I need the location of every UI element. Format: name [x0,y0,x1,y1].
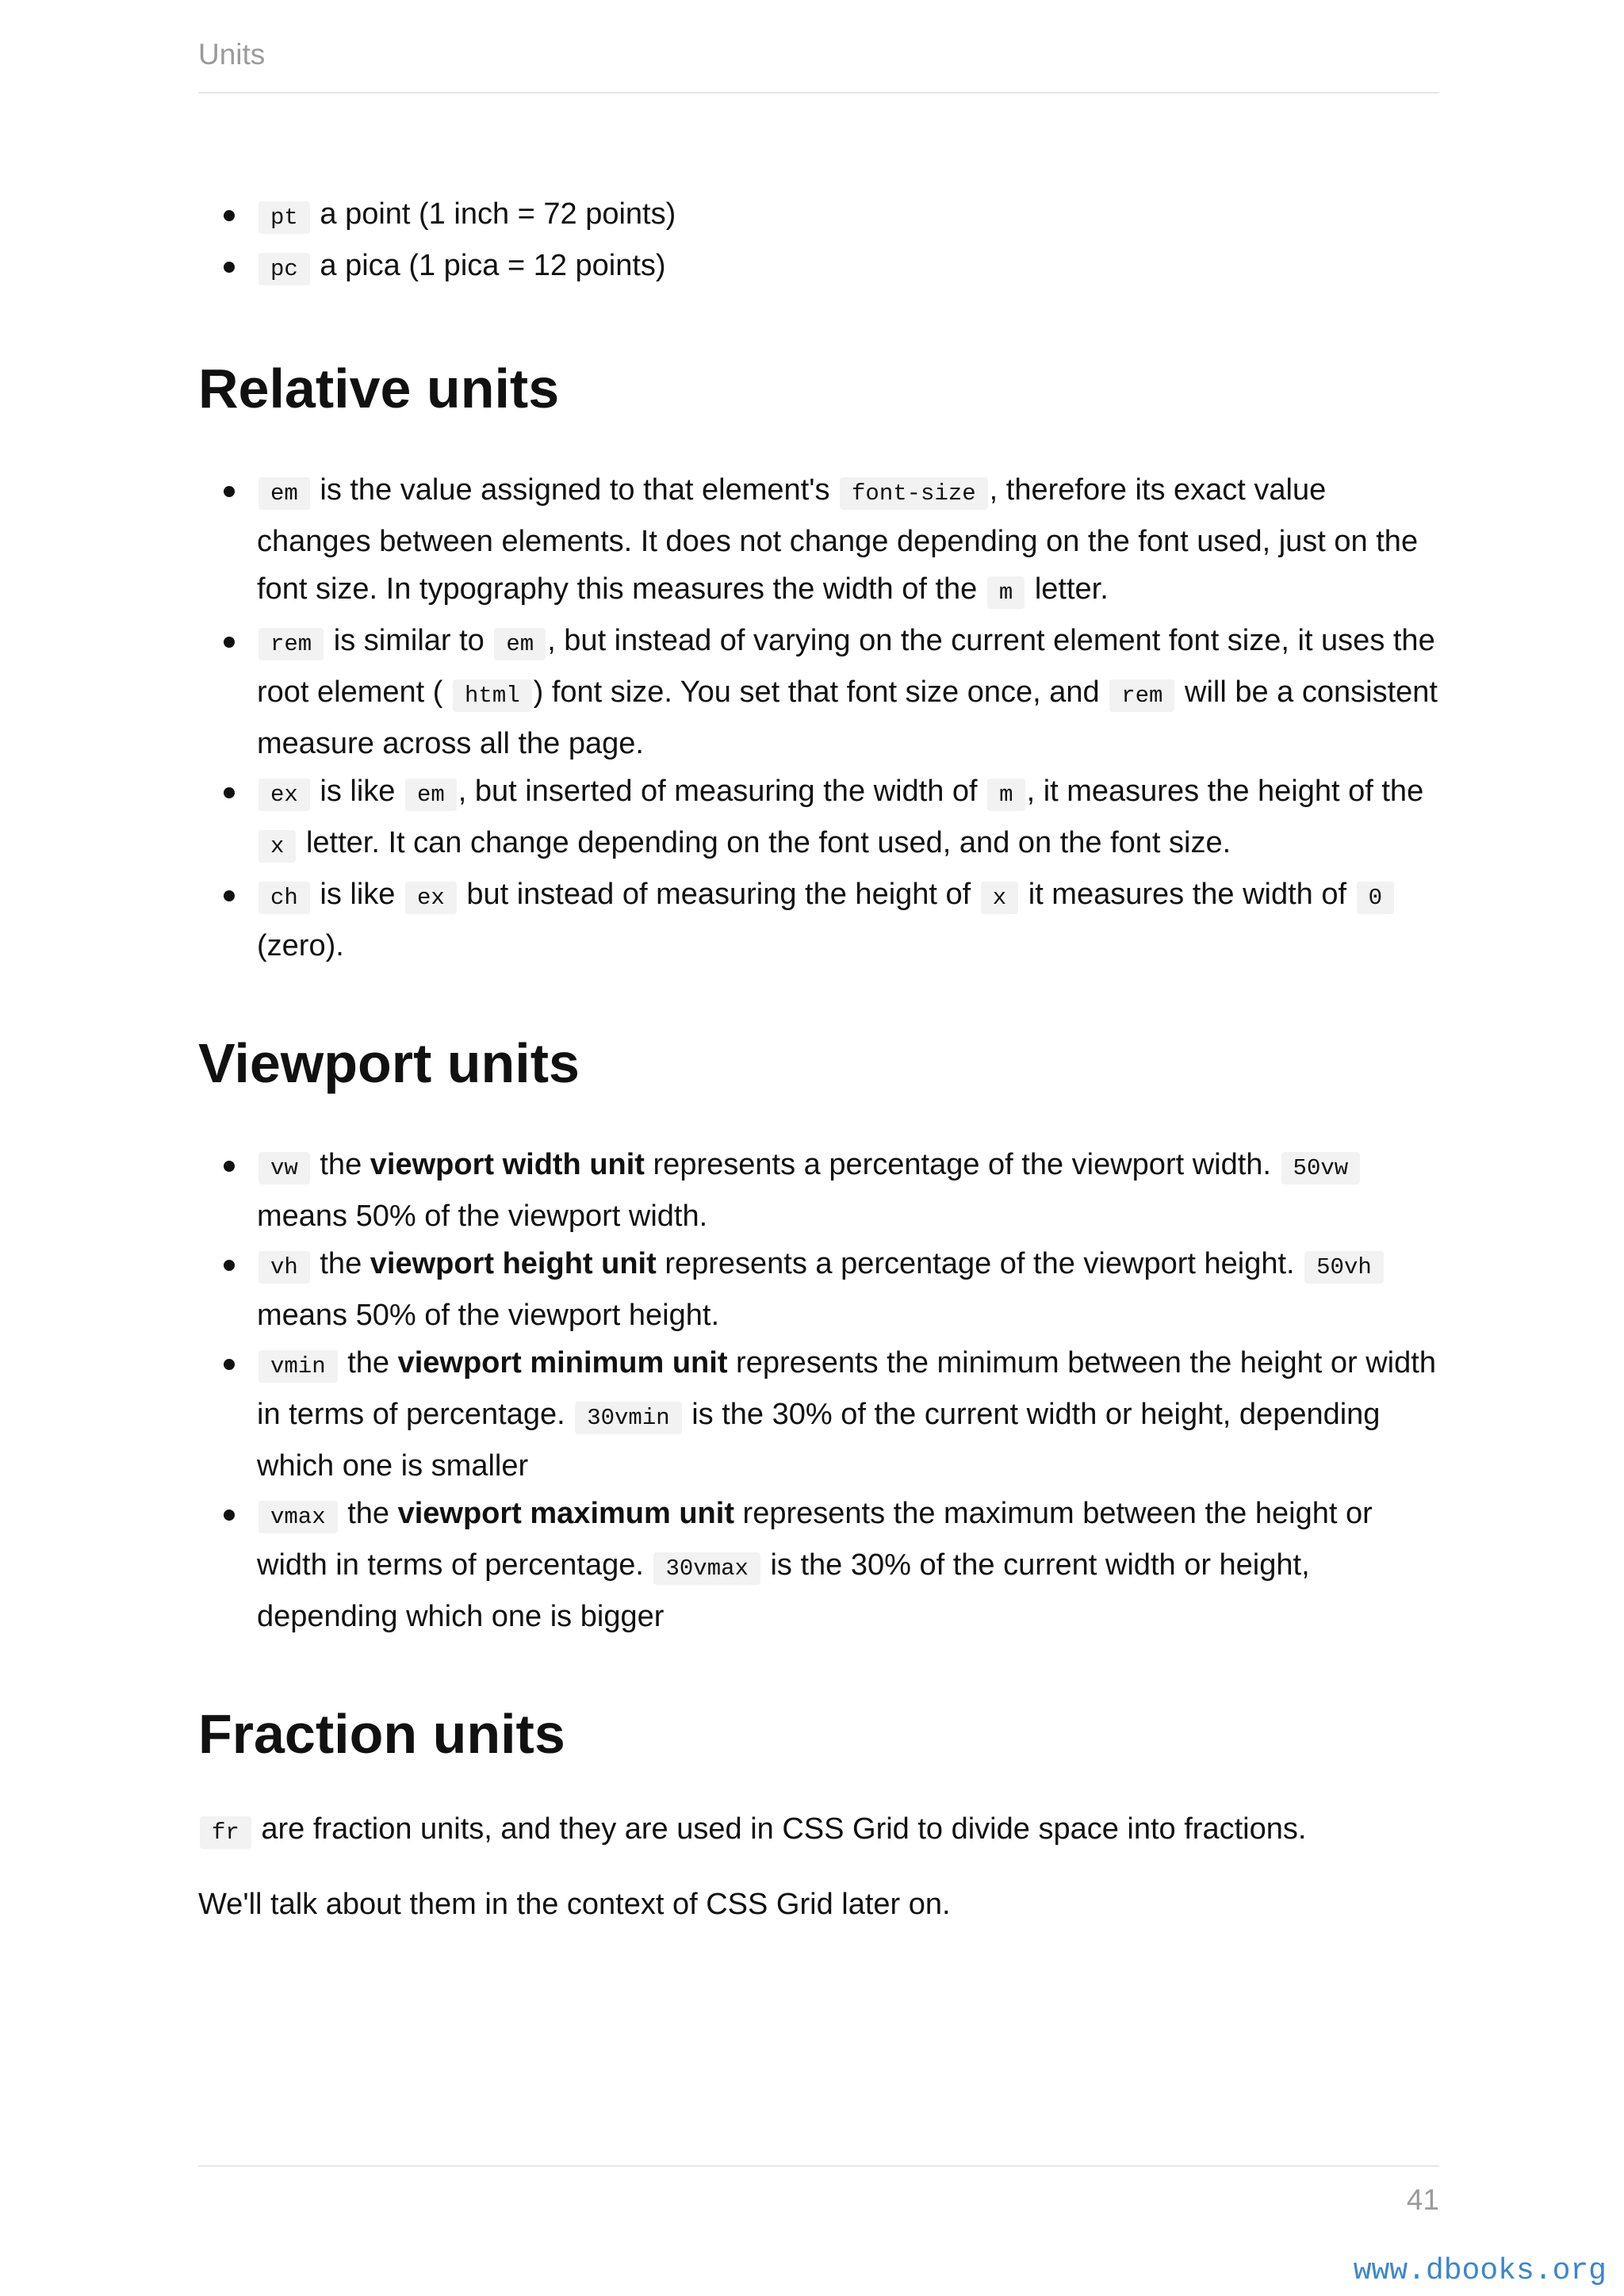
bold-term: viewport width unit [370,1148,645,1181]
inline-code: ex [259,779,310,811]
list-item-vh: vh the viewport height unit represents a percentage of the viewport height. 50vh means 50% of the viewport height. [198,1240,1439,1339]
inline-code: em [405,779,457,811]
inline-code: vh [259,1251,310,1284]
inline-code: vmax [259,1501,338,1533]
list-item-vmin: vmin the viewport minimum unit represents the minimum between the height or width in terms of percentage. 30vmin is the 30% of the current width or height, depending which one is smaller [198,1339,1439,1490]
running-header: Units [198,38,266,71]
inline-code: x [981,882,1018,914]
list-item-vmax: vmax the viewport maximum unit represents the maximum between the height or width in terms of percentage. 30vmax is the 30% of the current width or height, depending which one is bigger [198,1490,1439,1640]
header-divider [198,92,1439,94]
list-item [198,190,1439,242]
bold-term: viewport height unit [370,1247,657,1280]
inline-code: x [259,830,296,863]
inline-code: ex [405,882,457,914]
inline-code: fr [200,1816,251,1849]
paragraph-fr: fr are fraction units, and they are used in CSS Grid to divide space into fractions. [198,1805,1439,1857]
bold-term: viewport maximum unit [397,1497,734,1530]
heading-fraction-units: Fraction units [198,1703,565,1765]
inline-code: vw [259,1152,310,1184]
inline-code: rem [1109,679,1174,712]
list-item [198,242,1439,293]
watermark-link[interactable]: www.dbooks.org [1353,2254,1607,2288]
absolute-units-list-tail [198,190,1439,293]
inline-code: em [494,628,546,660]
list-item-ch: ch is like ex but instead of measuring the height of x it measures the width of 0 (zero). [198,871,1439,970]
bold-term: viewport minimum unit [397,1346,728,1380]
inline-code: 30vmax [653,1552,760,1585]
inline-code: ch [259,882,310,914]
page-content [198,190,1439,1928]
inline-code: em [259,477,310,510]
heading-relative-units: Relative units [198,358,560,419]
list-item-em: em is the value assigned to that element's font-size , therefore its exact value changes between elements. It does not change depending on the font used, just on the font size. In typography this measures the width of the m letter. [198,466,1439,617]
inline-code: font-size [840,477,988,510]
inline-code: m [987,576,1025,609]
code-pt: pt [259,201,310,234]
heading-viewport-units: Viewport units [198,1032,580,1094]
list-item-vw: vw the viewport width unit represents a percentage of the viewport width. 50vw means 50% of the viewport width. [198,1141,1439,1240]
inline-code: html [453,679,532,712]
viewport-units-list [198,1141,1439,1640]
inline-code: 50vw [1281,1152,1361,1184]
inline-code: 50vh [1304,1251,1384,1284]
page-number: 41 [1406,2183,1439,2216]
list-item-ex: ex is like em , but inserted of measuring the width of m , it measures the height of the x letter. It can change depending on the font used, and on the font size. [198,767,1439,871]
list-item-rem: rem is similar to em , but instead of varying on the current element font size, it uses the root element ( html ) font size. You set that font size once, and rem will be a consistent measure across all the page. [198,617,1439,767]
inline-code: 0 [1357,882,1394,914]
inline-code: m [987,779,1025,811]
code-pc: pc [259,253,310,285]
inline-code: rem [259,628,324,660]
inline-code: vmin [259,1350,338,1383]
paragraph-css-grid: We'll talk about them in the context of CSS Grid later on. [198,1888,951,1921]
footer-divider [198,2165,1439,2167]
inline-code: 30vmin [575,1402,681,1434]
relative-units-list [198,466,1439,970]
item-text: a point (1 inch = 72 points) [320,197,676,231]
item-text: a pica (1 pica = 12 points) [320,249,666,282]
